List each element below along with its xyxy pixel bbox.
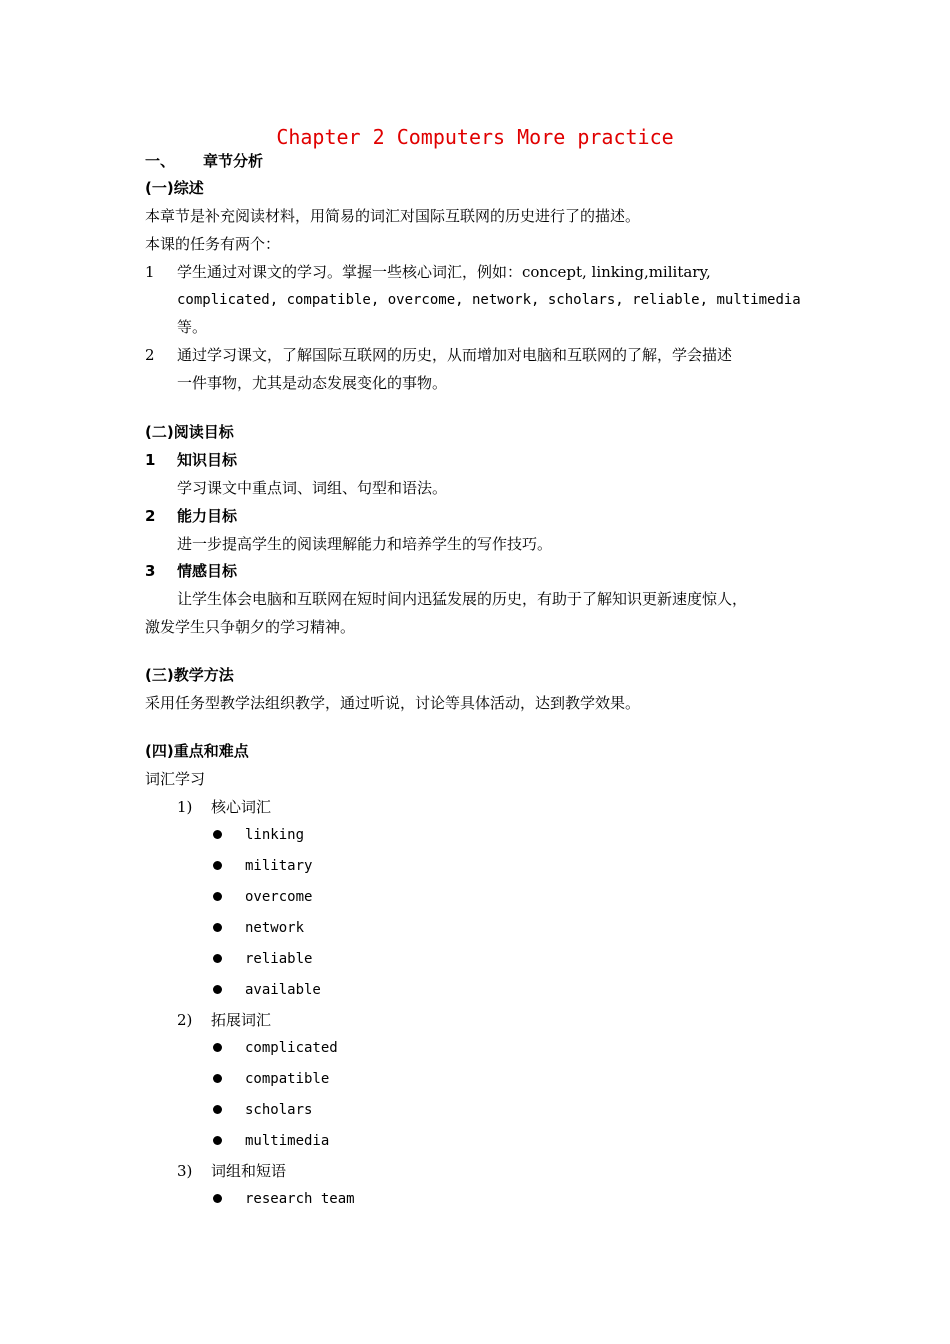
goals-heading: (二)阅读目标 [145, 423, 234, 441]
bullet-icon [213, 1194, 222, 1203]
group-label-phrases: 词组和短语 [211, 1162, 287, 1180]
bullet-icon [213, 830, 222, 839]
bullet-icon [213, 1105, 222, 1114]
task-2-line-2: 一件事物，尤其是动态发展变化的事物。 [177, 374, 448, 392]
group-label-core: 核心词汇 [211, 798, 272, 816]
bullet-icon [213, 923, 222, 932]
document-title: Chapter 2 Computers More practice [276, 125, 674, 149]
bullet-icon [213, 985, 222, 994]
goal-text-emotion-cont: 激发学生只争朝夕的学习精神。 [145, 618, 356, 636]
bullet-icon [213, 861, 222, 870]
vocab-phrase: research team [245, 1191, 355, 1207]
group-number: 1) [177, 798, 193, 816]
group-label-extended: 拓展词汇 [211, 1011, 272, 1029]
vocab-word: multimedia [245, 1133, 330, 1149]
task-number: 1 [145, 263, 155, 281]
goal-text-knowledge: 学习课文中重点词、词组、句型和语法。 [177, 479, 448, 497]
goal-label-knowledge: 知识目标 [177, 451, 238, 469]
vocab-word: reliable [245, 951, 313, 967]
bullet-icon [213, 892, 222, 901]
keypoints-subheading: 词汇学习 [145, 770, 206, 788]
task-1-line-1: 学生通过对课文的学习。掌握一些核心词汇，例如：concept, linking,military, [177, 263, 711, 281]
bullet-icon [213, 1043, 222, 1052]
task-2-line-1: 通过学习课文，了解国际互联网的历史，从而增加对电脑和互联网的了解，学会描述 [177, 346, 733, 364]
vocab-word: compatible [245, 1071, 330, 1087]
overview-paragraph: 本章节是补充阅读材料，用简易的词汇对国际互联网的历史进行了的描述。 [145, 207, 641, 225]
task-1-line-3: 等。 [177, 318, 208, 336]
task-number: 2 [145, 346, 155, 364]
goal-text-ability: 进一步提高学生的阅读理解能力和培养学生的写作技巧。 [177, 535, 553, 553]
vocab-word: military [245, 858, 313, 874]
overview-tasks-intro: 本课的任务有两个： [145, 235, 281, 253]
section-heading: 章节分析 [203, 152, 264, 170]
group-number: 2) [177, 1011, 193, 1029]
vocab-word: available [245, 982, 321, 998]
goal-label-ability: 能力目标 [177, 507, 238, 525]
goal-number: 3 [145, 562, 156, 580]
vocab-word: scholars [245, 1102, 313, 1118]
goal-number: 2 [145, 507, 156, 525]
method-heading: (三)教学方法 [145, 666, 234, 684]
vocab-word: overcome [245, 889, 313, 905]
goal-number: 1 [145, 451, 156, 469]
vocab-word: complicated [245, 1040, 338, 1056]
group-number: 3) [177, 1162, 193, 1180]
section-number: 一、 [145, 152, 176, 170]
keypoints-heading: (四)重点和难点 [145, 742, 249, 760]
bullet-icon [213, 954, 222, 963]
overview-heading: (一)综述 [145, 179, 204, 197]
task-1-line-2: complicated, compatible, overcome, network, scholars, reliable, multimedia [177, 292, 801, 308]
goal-text-emotion: 让学生体会电脑和互联网在短时间内迅猛发展的历史，有助于了解知识更新速度惊人， [177, 590, 748, 608]
goal-label-emotion: 情感目标 [177, 562, 238, 580]
method-text: 采用任务型教学法组织教学，通过听说，讨论等具体活动，达到教学效果。 [145, 694, 641, 712]
bullet-icon [213, 1136, 222, 1145]
bullet-icon [213, 1074, 222, 1083]
vocab-word: linking [245, 827, 305, 843]
vocab-word: network [245, 920, 305, 936]
